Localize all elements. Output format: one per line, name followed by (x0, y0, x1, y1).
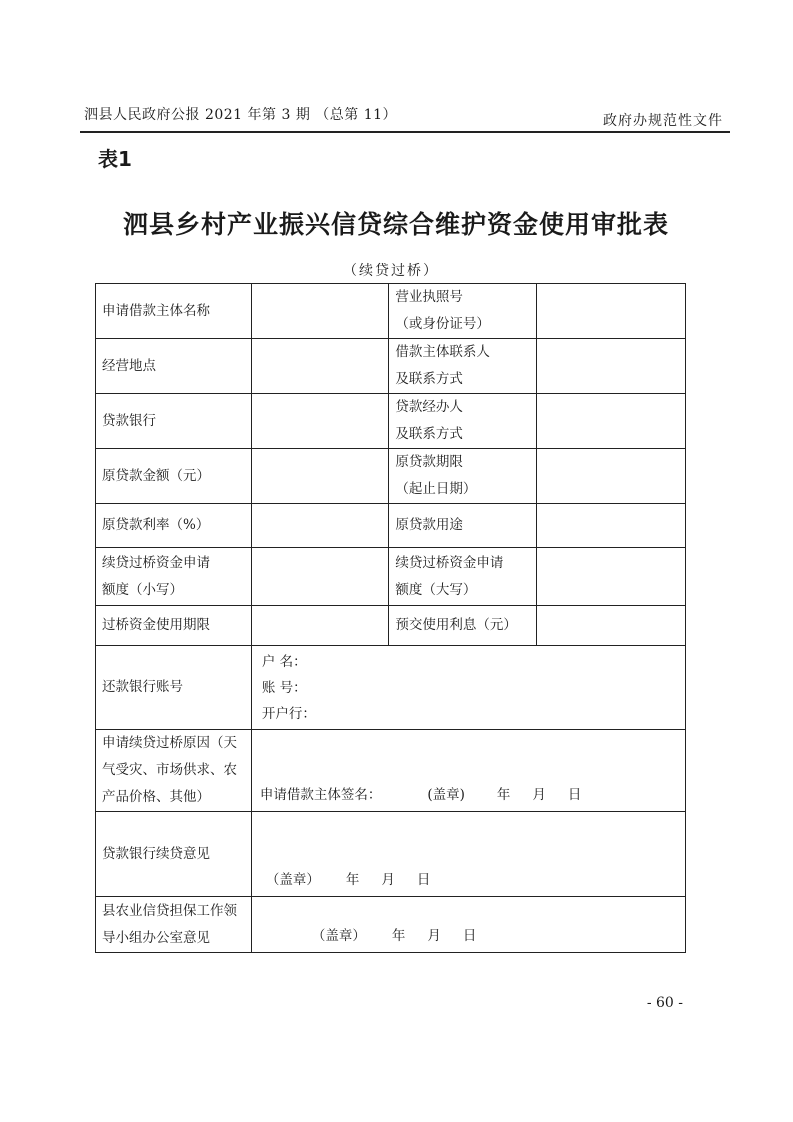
label-line: 导小组办公室意见 (102, 929, 210, 946)
date-month-label: 月 (427, 927, 441, 944)
label-line: 贷款经办人 (395, 399, 463, 415)
field-borrower-contact[interactable] (536, 339, 685, 394)
document-category: 政府办规范性文件 (603, 113, 723, 129)
page-number: - 60 - (646, 995, 683, 1011)
label-repayment-account: 还款银行账号 (96, 646, 252, 730)
seal-label: （盖章） (265, 872, 320, 888)
label-line: 原贷款期限 (395, 454, 463, 470)
seal-label: (盖章) (427, 786, 465, 803)
field-bank-opinion[interactable] (251, 812, 685, 897)
label-line: 借款主体联系人 (395, 344, 490, 360)
date-year-label: 年 (345, 872, 360, 888)
approval-form-table (95, 283, 686, 953)
label-bridge-amount-lower (96, 548, 252, 606)
field-office-opinion[interactable] (251, 897, 685, 953)
date-day-label: 日 (567, 786, 582, 803)
form-row-rate (96, 504, 686, 548)
date-year-label: 年 (496, 786, 511, 803)
label-bank-opinion: 贷款银行续贷意见 (96, 812, 252, 897)
label-line: 额度（大写） (395, 581, 477, 598)
field-prepaid-interest[interactable] (536, 606, 685, 646)
field-original-amount[interactable] (251, 449, 389, 504)
form-row-bank (96, 394, 686, 449)
office-seal-line (312, 923, 477, 950)
form-row-location (96, 339, 686, 394)
field-original-rate[interactable] (251, 504, 389, 548)
field-borrower-name[interactable] (251, 284, 389, 339)
field-license-number[interactable] (536, 284, 685, 339)
form-row-office-opinion (96, 897, 686, 953)
label-original-rate: 原贷款利率（%） (96, 504, 252, 548)
label-license-number (389, 284, 536, 339)
field-bridge-amount-upper[interactable] (536, 548, 685, 606)
date-day-label: 日 (416, 872, 431, 888)
date-month-label: 月 (532, 786, 546, 803)
field-business-location[interactable] (251, 339, 389, 394)
field-original-purpose[interactable] (536, 504, 685, 548)
table-label: 表1 (98, 147, 132, 171)
label-borrower-name: 申请借款主体名称 (96, 284, 252, 339)
seal-label: （盖章） (311, 927, 366, 944)
account-holder-label: 户 名： (261, 653, 307, 670)
field-bridge-reason[interactable] (251, 730, 685, 812)
date-year-label: 年 (391, 927, 406, 944)
form-row-reason (96, 730, 686, 812)
bank-opinion-area (258, 812, 679, 896)
field-bridge-period[interactable] (251, 606, 389, 646)
date-month-label: 月 (381, 872, 395, 888)
account-bank-label: 开户行： (261, 705, 316, 722)
field-original-term[interactable] (536, 449, 685, 504)
form-subtitle: （续贷过桥） (343, 263, 439, 279)
bulletin-header: 泗县人民政府公报 2021 年第 3 期 （总第 11） (84, 107, 398, 123)
label-line: 气受灾、市场供求、农 (102, 762, 237, 778)
label-line: 及联系方式 (395, 371, 463, 387)
field-loan-officer[interactable] (536, 394, 685, 449)
form-row-period (96, 606, 686, 646)
form-row-amount (96, 449, 686, 504)
date-day-label: 日 (462, 927, 477, 944)
signature-area (258, 731, 679, 811)
label-prepaid-interest: 预交使用利息（元） (389, 606, 536, 646)
borrower-signature-line (260, 782, 582, 809)
label-original-amount: 原贷款金额（元） (96, 449, 252, 504)
form-row-bridge-amount (96, 548, 686, 606)
signature-label: 申请借款主体签名： (259, 786, 382, 803)
label-borrower-contact (389, 339, 536, 394)
field-bridge-amount-lower[interactable] (251, 548, 389, 606)
header-rule (80, 131, 730, 133)
label-line: 续贷过桥资金申请 (395, 554, 504, 571)
label-line: （或身份证号） (395, 316, 490, 332)
label-bridge-period: 过桥资金使用期限 (96, 606, 252, 646)
label-line: 额度（小写） (102, 581, 183, 598)
form-title: 泗县乡村产业振兴信贷综合维护资金使用审批表 (122, 210, 669, 239)
form-row-borrower (96, 284, 686, 339)
label-lending-bank: 贷款银行 (96, 394, 252, 449)
label-line: 县农业信贷担保工作领 (102, 902, 237, 919)
form-row-bank-opinion (96, 812, 686, 897)
label-line: 申请续贷过桥原因（天 (102, 735, 237, 751)
label-office-opinion (96, 897, 252, 953)
office-opinion-area (258, 898, 679, 952)
label-line: 产品价格、其他） (102, 789, 210, 805)
label-bridge-reason (96, 730, 252, 812)
label-bridge-amount-upper (389, 548, 536, 606)
bank-seal-line (266, 867, 431, 894)
field-repayment-account[interactable] (251, 646, 685, 730)
label-line: 营业执照号 (395, 289, 463, 305)
label-original-term (389, 449, 536, 504)
label-business-location: 经营地点 (96, 339, 252, 394)
label-line: 及联系方式 (395, 426, 463, 442)
label-original-purpose: 原贷款用途 (389, 504, 536, 548)
label-line: 续贷过桥资金申请 (102, 554, 210, 571)
form-row-repayment-account (96, 646, 686, 730)
field-lending-bank[interactable] (251, 394, 389, 449)
account-number-label: 账 号： (261, 679, 307, 696)
label-loan-officer (389, 394, 536, 449)
label-line: （起止日期） (395, 481, 477, 497)
